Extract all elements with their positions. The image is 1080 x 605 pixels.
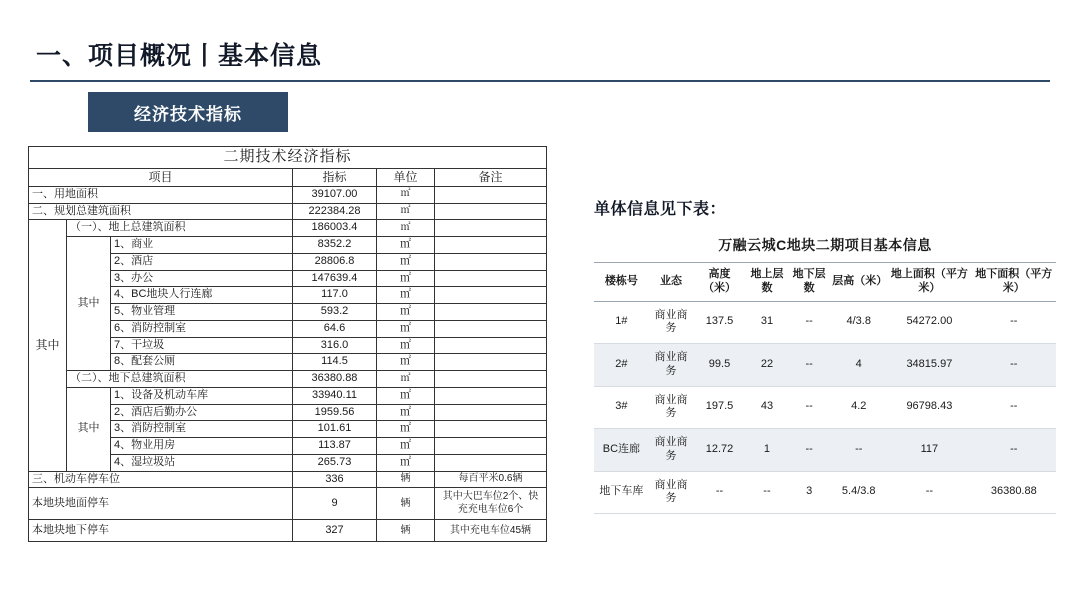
- row-value: 336: [293, 471, 377, 488]
- row-value: 39107.00: [293, 186, 377, 203]
- row-label: （二）、地下总建筑面积: [67, 371, 293, 388]
- row-note: [435, 220, 547, 237]
- table-header-row: [29, 168, 547, 186]
- row-unit: 辆: [377, 471, 435, 488]
- row-note: 其中大巴车位2个、快充充电车位6个: [435, 488, 547, 520]
- row-label: 本地块地面停车: [29, 488, 293, 520]
- cell-floors-above: 43: [746, 386, 788, 429]
- row-label: 1、设备及机动车库: [111, 387, 293, 404]
- cell-building: 地下车库: [594, 471, 649, 514]
- row-value: 593.2: [293, 304, 377, 321]
- cell-type: 商业商务: [649, 344, 693, 387]
- row-note: [435, 186, 547, 203]
- group-label-qizhong: 其中: [29, 220, 67, 471]
- cell-floor-height: 4: [830, 344, 887, 387]
- row-unit: ㎡: [377, 203, 435, 220]
- row-note: [435, 270, 547, 287]
- column-header-area-above: 地上面积（平方米）: [887, 263, 971, 301]
- column-header-floors-below: 地下层数: [788, 263, 830, 301]
- cell-building: 3#: [594, 386, 649, 429]
- row-note: [435, 287, 547, 304]
- column-header-note: 备注: [435, 168, 547, 186]
- row-note: [435, 203, 547, 220]
- table-row: [29, 237, 547, 254]
- cell-building: 1#: [594, 301, 649, 344]
- column-header-area-below: 地下面积（平方米）: [972, 263, 1056, 301]
- row-unit: ㎡: [377, 371, 435, 388]
- row-note: [435, 320, 547, 337]
- row-label: 8、配套公厕: [111, 354, 293, 371]
- column-header-unit: 单位: [377, 168, 435, 186]
- row-unit: ㎡: [377, 337, 435, 354]
- row-value: 186003.4: [293, 220, 377, 237]
- row-unit: ㎡: [377, 404, 435, 421]
- row-note: [435, 421, 547, 438]
- row-value: 36380.88: [293, 371, 377, 388]
- row-label: 4、BC地块人行连廊: [111, 287, 293, 304]
- table-row: [29, 488, 547, 520]
- row-unit: ㎡: [377, 354, 435, 371]
- cell-floor-height: 5.4/3.8: [830, 471, 887, 514]
- cell-type: 商业商务: [649, 471, 693, 514]
- row-label: 6、消防控制室: [111, 320, 293, 337]
- table-header-row: [594, 263, 1056, 301]
- row-value: 33940.11: [293, 387, 377, 404]
- row-note: [435, 253, 547, 270]
- row-unit: ㎡: [377, 438, 435, 455]
- subgroup-label-below-ground: 其中: [67, 387, 111, 471]
- row-value: 113.87: [293, 438, 377, 455]
- building-info-table: [594, 228, 1056, 514]
- cell-area-below: 36380.88: [972, 471, 1056, 514]
- row-value: 265.73: [293, 454, 377, 471]
- row-note: [435, 438, 547, 455]
- table-row: [29, 186, 547, 203]
- row-label: 三、机动车停车位: [29, 471, 293, 488]
- cell-building: BC连廊: [594, 429, 649, 472]
- cell-area-below: --: [972, 429, 1056, 472]
- section-tab-economic-indicators: 经济技术指标: [88, 92, 288, 132]
- page-title: 一、项目概况丨基本信息: [36, 42, 323, 70]
- left-table-title: 二期技术经济指标: [29, 147, 547, 169]
- row-value: 1959.56: [293, 404, 377, 421]
- table-row: [29, 387, 547, 404]
- cell-area-below: --: [972, 386, 1056, 429]
- row-unit: 辆: [377, 520, 435, 542]
- row-note: [435, 387, 547, 404]
- cell-floors-above: 22: [746, 344, 788, 387]
- row-note: 其中充电车位45辆: [435, 520, 547, 542]
- cell-height: --: [693, 471, 746, 514]
- column-header-type: 业态: [649, 263, 693, 301]
- row-unit: ㎡: [377, 387, 435, 404]
- cell-area-below: --: [972, 301, 1056, 344]
- row-label: 4、湿垃圾站: [111, 454, 293, 471]
- row-value: 28806.8: [293, 253, 377, 270]
- right-table-title: 万融云城C地块二期项目基本信息: [594, 228, 1056, 263]
- row-unit: ㎡: [377, 421, 435, 438]
- cell-floor-height: 4/3.8: [830, 301, 887, 344]
- economic-indicators-table: [28, 146, 546, 542]
- row-value: 114.5: [293, 354, 377, 371]
- row-label: 3、消防控制室: [111, 421, 293, 438]
- row-unit: 辆: [377, 488, 435, 520]
- row-value: 9: [293, 488, 377, 520]
- row-unit: ㎡: [377, 237, 435, 254]
- table-row: [594, 301, 1056, 344]
- table-row: [29, 371, 547, 388]
- row-unit: ㎡: [377, 253, 435, 270]
- cell-area-above: --: [887, 471, 971, 514]
- row-label: 2、酒店后勤办公: [111, 404, 293, 421]
- row-value: 147639.4: [293, 270, 377, 287]
- cell-floors-above: 31: [746, 301, 788, 344]
- row-value: 8352.2: [293, 237, 377, 254]
- row-unit: ㎡: [377, 287, 435, 304]
- row-label: 一、用地面积: [29, 186, 293, 203]
- row-label: 7、干垃圾: [111, 337, 293, 354]
- cell-floor-height: 4.2: [830, 386, 887, 429]
- row-note: [435, 354, 547, 371]
- row-note: [435, 404, 547, 421]
- cell-floors-below: --: [788, 301, 830, 344]
- row-value: 222384.28: [293, 203, 377, 220]
- row-label: 3、办公: [111, 270, 293, 287]
- column-header-floor-height: 层高（米）: [830, 263, 887, 301]
- cell-type: 商业商务: [649, 429, 693, 472]
- row-unit: ㎡: [377, 454, 435, 471]
- table-row: [29, 220, 547, 237]
- row-value: 117.0: [293, 287, 377, 304]
- row-unit: ㎡: [377, 270, 435, 287]
- cell-area-above: 96798.43: [887, 386, 971, 429]
- title-divider: [30, 80, 1050, 82]
- row-note: [435, 237, 547, 254]
- row-label: （一）、地上总建筑面积: [67, 220, 293, 237]
- cell-type: 商业商务: [649, 301, 693, 344]
- table-row: [594, 386, 1056, 429]
- row-unit: ㎡: [377, 320, 435, 337]
- subgroup-label-above-ground: 其中: [67, 237, 111, 371]
- column-header-building: 楼栋号: [594, 263, 649, 301]
- right-section-heading: 单体信息见下表：: [594, 201, 727, 218]
- row-label: 5、物业管理: [111, 304, 293, 321]
- column-header-value: 指标: [293, 168, 377, 186]
- row-value: 101.61: [293, 421, 377, 438]
- row-unit: ㎡: [377, 220, 435, 237]
- table-row: [594, 344, 1056, 387]
- cell-height: 197.5: [693, 386, 746, 429]
- row-label: 1、商业: [111, 237, 293, 254]
- row-label: 二、规划总建筑面积: [29, 203, 293, 220]
- row-unit: ㎡: [377, 304, 435, 321]
- row-note: 每百平米0.6辆: [435, 471, 547, 488]
- row-value: 64.6: [293, 320, 377, 337]
- column-header-height: 高度（米）: [693, 263, 746, 301]
- cell-type: 商业商务: [649, 386, 693, 429]
- row-note: [435, 454, 547, 471]
- cell-area-above: 34815.97: [887, 344, 971, 387]
- table-row: [29, 471, 547, 488]
- cell-height: 12.72: [693, 429, 746, 472]
- cell-area-above: 117: [887, 429, 971, 472]
- cell-area-below: --: [972, 344, 1056, 387]
- row-note: [435, 337, 547, 354]
- row-value: 316.0: [293, 337, 377, 354]
- table-row: [594, 429, 1056, 472]
- cell-floors-below: --: [788, 429, 830, 472]
- cell-floors-below: --: [788, 386, 830, 429]
- cell-floors-below: --: [788, 344, 830, 387]
- row-value: 327: [293, 520, 377, 542]
- cell-height: 137.5: [693, 301, 746, 344]
- cell-floor-height: --: [830, 429, 887, 472]
- cell-area-above: 54272.00: [887, 301, 971, 344]
- cell-building: 2#: [594, 344, 649, 387]
- cell-floors-above: 1: [746, 429, 788, 472]
- table-row: [29, 203, 547, 220]
- column-header-floors-above: 地上层数: [746, 263, 788, 301]
- row-label: 本地块地下停车: [29, 520, 293, 542]
- row-note: [435, 304, 547, 321]
- column-header-item: 项目: [29, 168, 293, 186]
- row-note: [435, 371, 547, 388]
- table-row: [594, 471, 1056, 514]
- row-label: 4、物业用房: [111, 438, 293, 455]
- table-row: [29, 520, 547, 542]
- cell-floors-above: --: [746, 471, 788, 514]
- cell-height: 99.5: [693, 344, 746, 387]
- row-label: 2、酒店: [111, 253, 293, 270]
- table-title-row: [29, 147, 547, 169]
- row-unit: ㎡: [377, 186, 435, 203]
- cell-floors-below: 3: [788, 471, 830, 514]
